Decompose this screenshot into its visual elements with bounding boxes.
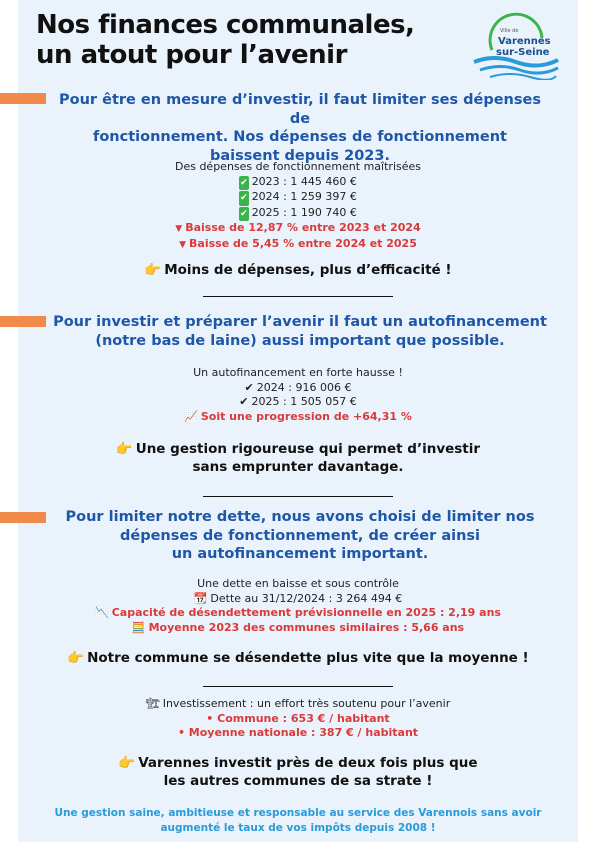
title-line-1: Nos finances communales, — [36, 10, 415, 40]
chart-increasing-icon: 📈 — [184, 409, 198, 423]
selffinancing-2025: ✔ 2025 : 1 505 057 € — [239, 395, 357, 408]
section-3-details — [60, 577, 536, 635]
debt-capacity: 📉 Capacité de désendettement prévisionnelle en 2025 : 2,19 ans — [95, 606, 501, 619]
section-1-lead: Pour être en mesure d’investir, il faut limiter ses dépenses de fonctionnement. Nos dépenses de fonctionnement baissent depuis 2023. — [59, 92, 541, 164]
section-4-heading: 🏗 Investissement : un effort très soutenu pour l’avenir — [145, 697, 451, 710]
down-triangle-icon: ▼ — [175, 224, 183, 234]
section-3-heading: Une dette en baisse et sous contrôle — [197, 577, 399, 590]
section-2-heading: Un autofinancement en forte hausse ! — [193, 366, 403, 379]
section-4-details — [60, 697, 536, 741]
checkmark-icon: ✔ — [239, 176, 249, 191]
checkmark-icon: ✔ — [239, 395, 249, 408]
town-logo — [470, 10, 562, 80]
pointing-hand-icon: 👉 — [67, 650, 85, 666]
invest-commune: • Commune : 653 € / habitant — [206, 711, 390, 725]
section-1-accent-bar — [0, 93, 46, 104]
section-2-lead: Pour investir et préparer l’avenir il faut un autofinancement (notre bas de laine) aussi important que possible. — [53, 314, 547, 349]
section-3-conclusion: 👉 Notre commune se désendette plus vite que la moyenne ! — [67, 650, 529, 666]
expense-2023: ✔ 2023 : 1 445 460 € — [60, 175, 536, 191]
debt-amount: 📆 Dette au 31/12/2024 : 3 264 494 € — [193, 591, 403, 605]
crane-icon: 🏗 — [145, 697, 160, 710]
calendar-icon: 📆 — [193, 591, 208, 605]
invest-national: • Moyenne nationale : 387 € / habitant — [177, 726, 419, 739]
abacus-icon: 🧮 — [131, 620, 146, 634]
debt-average: 🧮 Moyenne 2023 des communes similaires : 5,66 ans — [131, 620, 465, 634]
logo-line-2: sur-Seine — [496, 47, 550, 58]
divider-3 — [203, 686, 393, 687]
page-title — [36, 10, 466, 70]
divider-1 — [203, 296, 393, 297]
chart-decreasing-icon: 📉 — [95, 606, 109, 619]
progression-note: 📈 Soit une progression de +64,31 % — [184, 409, 412, 423]
pointing-hand-icon: 👉 — [115, 441, 133, 457]
section-1-conclusion: 👉 Moins de dépenses, plus d’efficacité ! — [144, 262, 452, 278]
section-2-conclusion: 👉 Une gestion rigoureuse qui permet d’investir sans emprunter davantage. — [115, 441, 481, 475]
expense-2024: ✔ 2024 : 1 259 397 € — [60, 190, 536, 206]
checkmark-icon: ✔ — [244, 380, 254, 394]
checkmark-icon: ✔ — [239, 191, 249, 206]
section-2-details — [60, 366, 536, 424]
footer-note: Une gestion saine, ambitieuse et responsable au service des Varennois sans avoir augmenté le taux de vos impôts depuis 2008 ! — [54, 807, 542, 834]
section-3-accent-bar — [0, 512, 46, 523]
checkmark-icon: ✔ — [239, 207, 249, 222]
section-3-lead: Pour limiter notre dette, nous avons choisi de limiter nos dépenses de fonctionnement, de créer ainsi un autofinancement important. — [65, 509, 535, 562]
section-2-accent-bar — [0, 316, 46, 327]
decrease-2023-2024: ▼ Baisse de 12,87 % entre 2023 et 2024 — [60, 221, 536, 237]
section-4-conclusion: 👉 Varennes investit près de deux fois plus que les autres communes de sa strate ! — [118, 755, 478, 789]
down-triangle-icon: ▼ — [179, 239, 187, 250]
logo-line-1: Varennes — [498, 36, 551, 47]
section-1-details — [60, 160, 536, 252]
divider-2 — [203, 496, 393, 497]
selffinancing-2024: ✔ 2024 : 916 006 € — [244, 380, 352, 394]
expense-2025: ✔ 2025 : 1 190 740 € — [60, 206, 536, 222]
logo-small-text: Ville de — [500, 28, 519, 34]
decrease-2024-2025: ▼ Baisse de 5,45 % entre 2024 et 2025 — [60, 237, 536, 253]
pointing-hand-icon: 👉 — [118, 755, 136, 771]
pointing-hand-icon: 👉 — [144, 262, 162, 278]
title-line-2: un atout pour l’avenir — [36, 40, 347, 70]
section-1-heading: Des dépenses de fonctionnement maîtrisées — [174, 160, 421, 173]
